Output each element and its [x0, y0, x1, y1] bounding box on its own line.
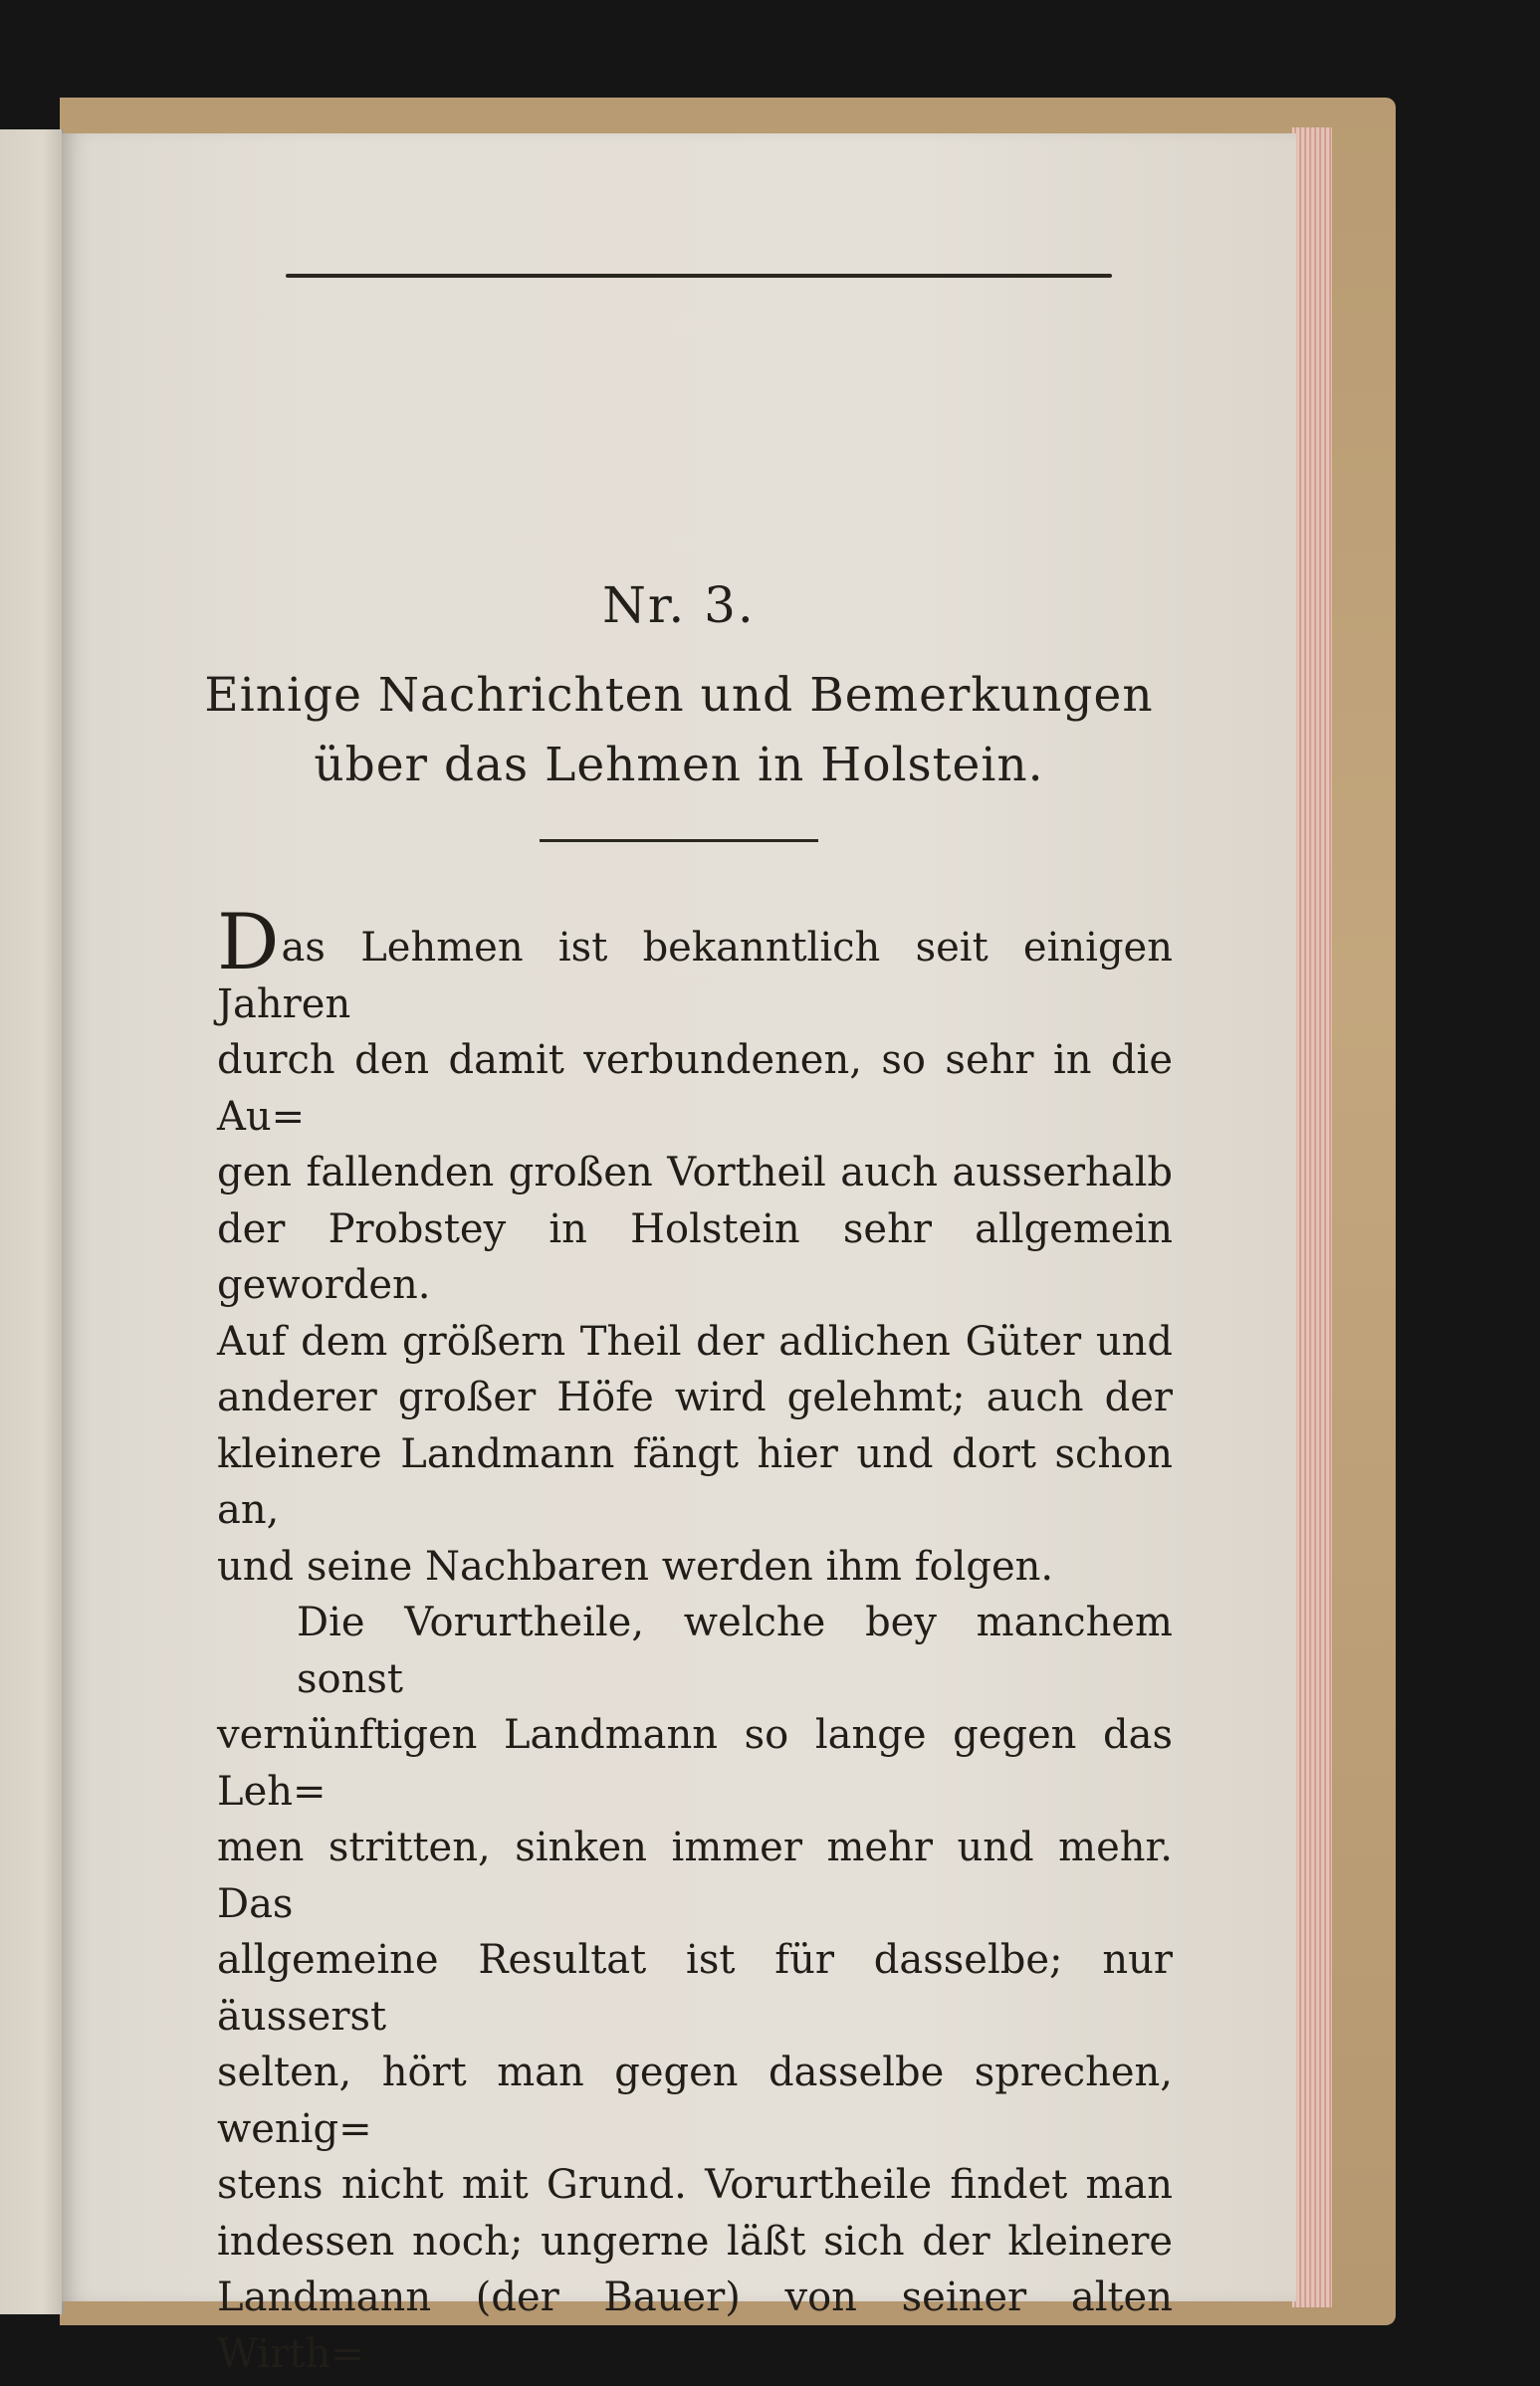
- text-line: Die Vorurtheile, welche bey manchem sonst: [297, 1600, 1173, 1702]
- text-line: vernünftigen Landmann so lange gegen das Leh=: [217, 1712, 1173, 1815]
- text-line: allgemeine Resultat ist für dasselbe; nur äusserst: [217, 1937, 1173, 2040]
- title-rule: [540, 839, 818, 842]
- text-line: Auf dem größern Theil der adlichen Güter und: [217, 1318, 1173, 1365]
- text-line: und seine Nachbaren werden ihm folgen.: [217, 1543, 1054, 1590]
- article-title: [62, 661, 1296, 800]
- text-line: kleinere Landmann fängt hier und dort schon an,: [217, 1430, 1173, 1533]
- top-rule: [286, 274, 1112, 278]
- text-line: durch den damit verbundenen, so sehr in die Au=: [217, 1037, 1173, 1140]
- text-line: selten, hört man gegen dasselbe sprechen, wenig=: [217, 2050, 1173, 2152]
- paragraph-1: [217, 898, 1173, 1595]
- text-line: der Probstey in Holstein sehr allgemein geworden.: [217, 1205, 1173, 1308]
- text-line: Landmann (der Bauer) von seiner alten Wirth=: [217, 2275, 1173, 2377]
- title-line-1: Einige Nachrichten und Bemerkungen: [204, 668, 1154, 723]
- article-number: Nr. 3.: [602, 576, 756, 634]
- text-line: stens nicht mit Grund. Vorurtheile findet man: [217, 2162, 1173, 2208]
- drop-cap: D: [217, 898, 280, 987]
- text-line: anderer großer Höfe wird gelehmt; auch der: [217, 1375, 1173, 1420]
- text-line: indessen noch; ungerne läßt sich der kleinere: [217, 2218, 1173, 2265]
- text-line: gen fallenden großen Vortheil auch ausserhalb: [217, 1150, 1173, 1195]
- page-edges: [1292, 127, 1332, 2307]
- body-text: [217, 898, 1173, 2382]
- title-line-2: über das Lehmen in Holstein.: [314, 738, 1044, 792]
- text-line: men stritten, sinken immer mehr und mehr. Das: [217, 1825, 1173, 1927]
- text-line: Das Lehmen ist bekanntlich seit einigen Jahren: [217, 898, 1173, 1027]
- paragraph-2: [217, 1595, 1173, 2382]
- left-page-edge: [0, 129, 64, 2314]
- book-page: [62, 133, 1296, 2377]
